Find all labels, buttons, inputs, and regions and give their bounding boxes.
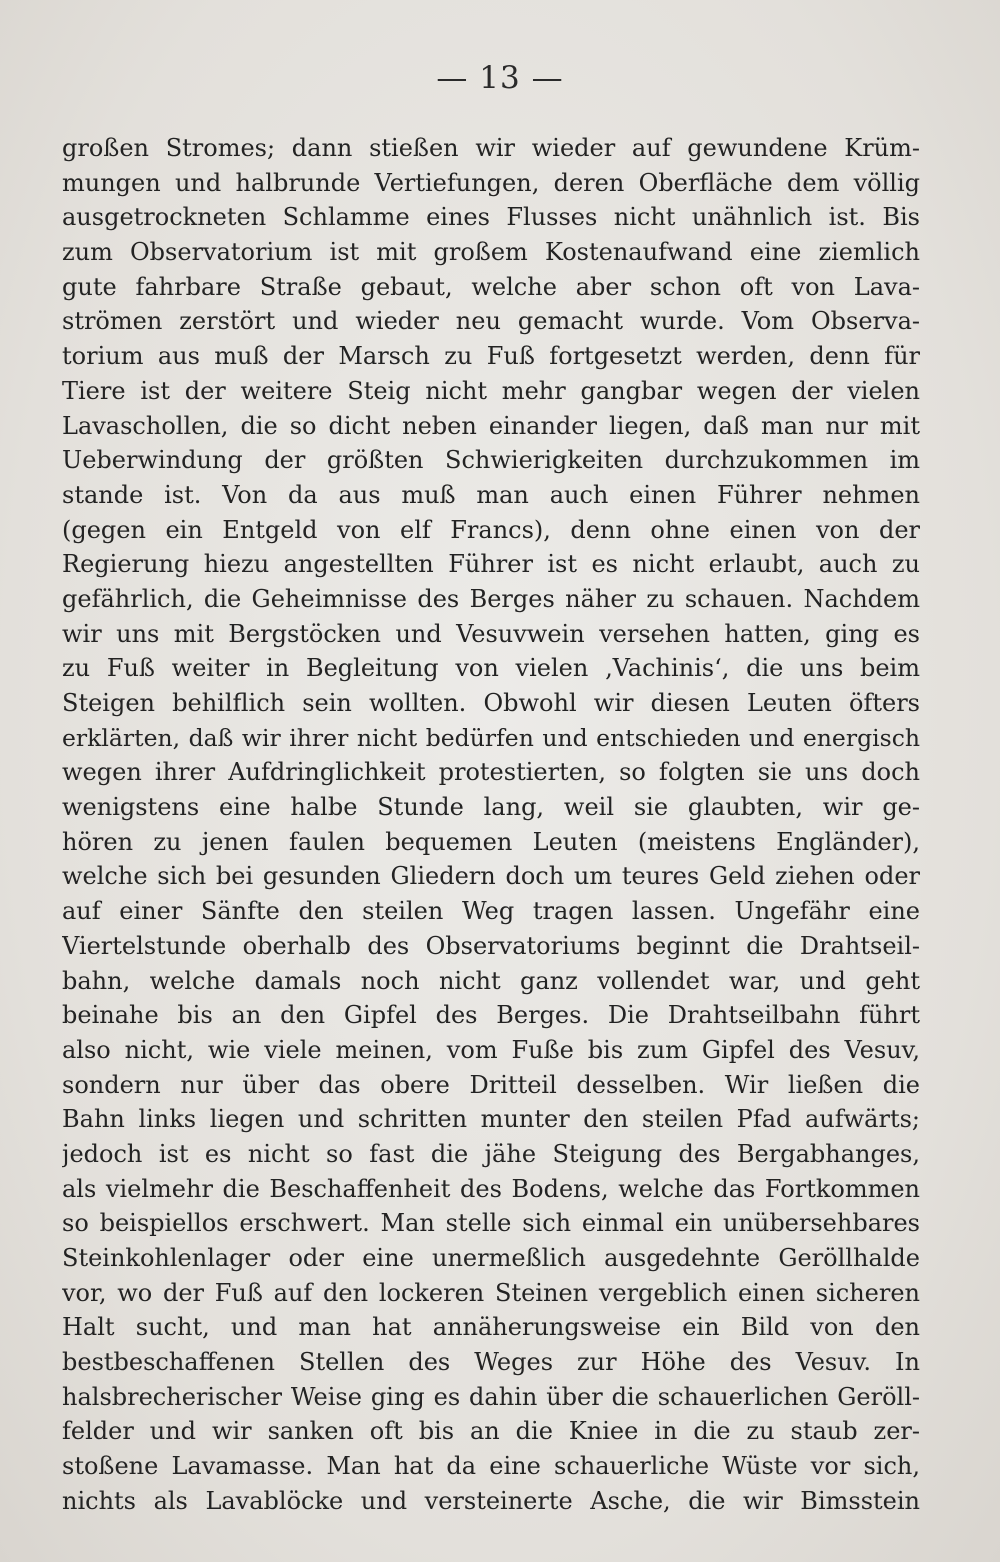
text-line: wegen ihrer Aufdringlichkeit protestierten, so folgten sie uns doch bbox=[62, 758, 920, 787]
text-line: stoßene Lavamasse. Man hat da eine schauerliche Wüste vor sich, bbox=[62, 1452, 920, 1481]
text-line: Lavaschollen, die so dicht neben einander liegen, daß man nur mit bbox=[62, 411, 920, 440]
text-line: Steigen behilflich sein wollten. Obwohl wir diesen Leuten öfters bbox=[62, 689, 920, 717]
text-line: sondern nur über das obere Dritteil desselben. Wir ließen die bbox=[62, 1070, 920, 1099]
text-line: halsbrecherischer Weise ging es dahin über die schauerlichen Geröll- bbox=[62, 1382, 920, 1411]
text-line: Ueberwindung der größten Schwierigkeiten durchzukommen im bbox=[62, 446, 920, 475]
text-line: Regierung hiezu angestellten Führer ist es nicht erlaubt, auch zu bbox=[62, 550, 920, 579]
text-line: großen Stromes; dann stießen wir wieder auf gewundene Krüm- bbox=[62, 134, 920, 162]
text-line: Steinkohlenlager oder eine unermeßlich ausgedehnte Geröllhalde bbox=[62, 1244, 920, 1272]
text-line: (gegen ein Entgeld von elf Francs), denn ohne einen von der bbox=[62, 515, 920, 544]
text-line: erklärten, daß wir ihrer nicht bedürfen und entschieden und energisch bbox=[62, 723, 920, 752]
text-line: stande ist. Von da aus muß man auch einen Führer nehmen bbox=[62, 480, 920, 509]
text-line: wenigstens eine halbe Stunde lang, weil sie glaubten, wir ge- bbox=[62, 793, 920, 822]
text-line: hören zu jenen faulen bequemen Leuten (meistens Engländer), bbox=[62, 827, 920, 856]
text-line: felder und wir sanken oft bis an die Kniee in die zu staub zer- bbox=[62, 1417, 920, 1446]
text-line: welche sich bei gesunden Gliedern doch um teures Geld ziehen oder bbox=[62, 862, 920, 891]
text-line: strömen zerstört und wieder neu gemacht wurde. Vom Observa- bbox=[62, 307, 920, 336]
text-line: Halt sucht, und man hat annäherungsweise ein Bild von den bbox=[62, 1313, 920, 1342]
text-line: jedoch ist es nicht so fast die jähe Steigung des Bergabhanges, bbox=[62, 1139, 920, 1168]
text-line: nichts als Lavablöcke und versteinerte Asche, die wir Bimsstein bbox=[62, 1486, 920, 1515]
text-line: als vielmehr die Beschaffenheit des Bodens, welche das Fortkommen bbox=[62, 1174, 920, 1203]
text-line: zu Fuß weiter in Begleitung von vielen ‚Vachinis‘, die uns beim bbox=[62, 654, 920, 683]
text-line: torium aus muß der Marsch zu Fuß fortgesetzt werden, denn für bbox=[62, 342, 920, 371]
body-text bbox=[62, 131, 920, 1519]
text-line: auf einer Sänfte den steilen Weg tragen lassen. Ungefähr eine bbox=[62, 897, 920, 926]
text-line: also nicht, wie viele meinen, vom Fuße bis zum Gipfel des Vesuv, bbox=[62, 1035, 920, 1064]
text-line: Viertelstunde oberhalb des Observatoriums beginnt die Drahtseil- bbox=[62, 931, 920, 960]
text-line: Tiere ist der weitere Steig nicht mehr gangbar wegen der vielen bbox=[62, 376, 920, 405]
text-line: wir uns mit Bergstöcken und Vesuvwein versehen hatten, ging es bbox=[62, 619, 920, 648]
text-line: Bahn links liegen und schritten munter den steilen Pfad aufwärts; bbox=[62, 1105, 920, 1134]
text-line: gefährlich, die Geheimnisse des Berges näher zu schauen. Nachdem bbox=[62, 584, 920, 613]
page-number: — 13 — bbox=[436, 60, 564, 96]
text-line: bahn, welche damals noch nicht ganz vollendet war, und geht bbox=[62, 966, 920, 995]
text-line: bestbeschaffenen Stellen des Weges zur Höhe des Vesuv. In bbox=[62, 1348, 920, 1377]
text-line: vor, wo der Fuß auf den lockeren Steinen vergeblich einen sicheren bbox=[62, 1278, 920, 1307]
text-line: beinahe bis an den Gipfel des Berges. Die Drahtseilbahn führt bbox=[62, 1001, 920, 1030]
text-line: mungen und halbrunde Vertiefungen, deren Oberfläche dem völlig bbox=[62, 168, 920, 197]
text-line: zum Observatorium ist mit großem Kostenaufwand eine ziemlich bbox=[62, 238, 920, 267]
text-line: ausgetrockneten Schlamme eines Flusses nicht unähnlich ist. Bis bbox=[62, 203, 920, 232]
text-line: so beispiellos erschwert. Man stelle sich einmal ein unübersehbares bbox=[62, 1209, 920, 1238]
text-line: gute fahrbare Straße gebaut, welche aber schon oft von Lava- bbox=[62, 272, 920, 301]
